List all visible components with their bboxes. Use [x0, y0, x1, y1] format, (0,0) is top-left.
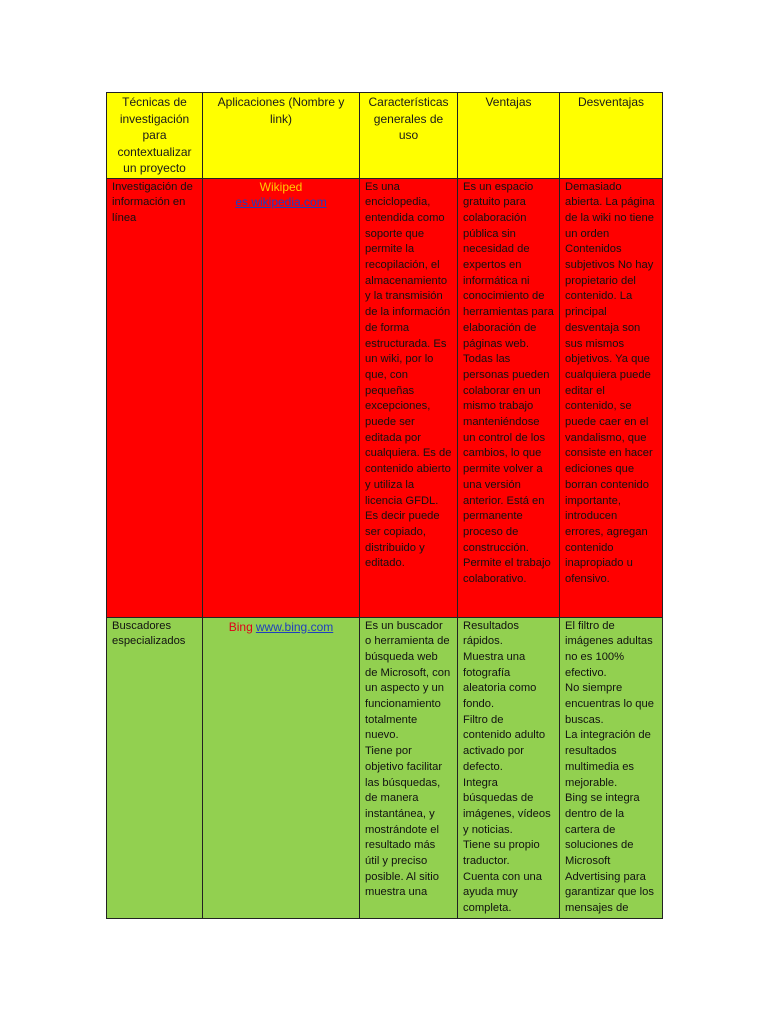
desventajas-cell: Demasiado abierta. La página de la wiki no tiene un orden Contenidos subjetivos No hay propietario del contenido. La principal desventaja son sus mismos objetivos. Ya que cualquiera puede editar el contenido, se puede caer en el vandalismo, que consiste en hacer ediciones que borran contenido importante, introducen errores, agregan contenido inapropiado u ofensivo.	[560, 178, 663, 617]
header-aplicaciones: Aplicaciones (Nombre y link)	[203, 93, 360, 179]
technique-cell: Buscadores especializados	[107, 617, 203, 918]
ventajas-cell: Resultados rápidos. Muestra una fotografía aleatoria como fondo. Filtro de contenido adulto activado por defecto. Integra búsquedas de imágenes, vídeos y noticias. Tiene su propio traductor. Cuenta con una ayuda muy completa.	[458, 617, 560, 918]
header-desventajas: Desventajas	[560, 93, 663, 179]
table-row	[107, 617, 663, 918]
application-cell	[203, 178, 360, 617]
ventajas-cell: Es un espacio gratuito para colaboración pública sin necesidad de expertos en informática ni conocimiento de herramientas para elaboración de páginas web. Todas las personas pueden colaborar en un mismo trabajo manteniéndose un control de los cambios, lo que permite volver a una versión anterior. Está en permanente proceso de construcción. Permite el trabajo colaborativo.	[458, 178, 560, 617]
app-name: Bing	[228, 619, 253, 634]
table-row	[107, 178, 663, 617]
app-link[interactable]: es.wikipedia.com	[235, 195, 327, 210]
caracteristicas-cell: Es un buscador o herramienta de búsqueda web de Microsoft, con un aspecto y un funcionamiento totalmente nuevo. Tiene por objetivo facilitar las búsquedas, de manera instantánea, y mostrándote el resultado más útil y preciso posible. Al sitio muestra una	[360, 617, 458, 918]
header-ventajas: Ventajas	[458, 93, 560, 179]
caracteristicas-cell: Es una enciclopedia, entendida como soporte que permite la recopilación, el almacenamiento y la transmisión de la información de forma estructurada. Es un wiki, por lo que, con pequeñas excepciones, puede ser editada por cualquiera. Es de contenido abierto y utiliza la licencia GFDL. Es decir puede ser copiado, distribuido y editado.	[360, 178, 458, 617]
technique-cell: Investigación de información en línea	[107, 178, 203, 617]
desventajas-cell: El filtro de imágenes adultas no es 100% efectivo. No siempre encuentras lo que buscas. La integración de resultados multimedia es mejorable. Bing se integra dentro de la cartera de soluciones de Microsoft Advertising para garantizar que los mensajes de	[560, 617, 663, 918]
header-tecnicas: Técnicas de investigación para contextualizar un proyecto	[107, 93, 203, 179]
app-name: Wikiped	[259, 179, 303, 194]
app-link[interactable]: www.bing.com	[255, 619, 334, 634]
header-row	[107, 93, 663, 179]
header-caracteristicas: Características generales de uso	[360, 93, 458, 179]
research-techniques-table	[106, 92, 663, 919]
application-cell	[203, 617, 360, 918]
